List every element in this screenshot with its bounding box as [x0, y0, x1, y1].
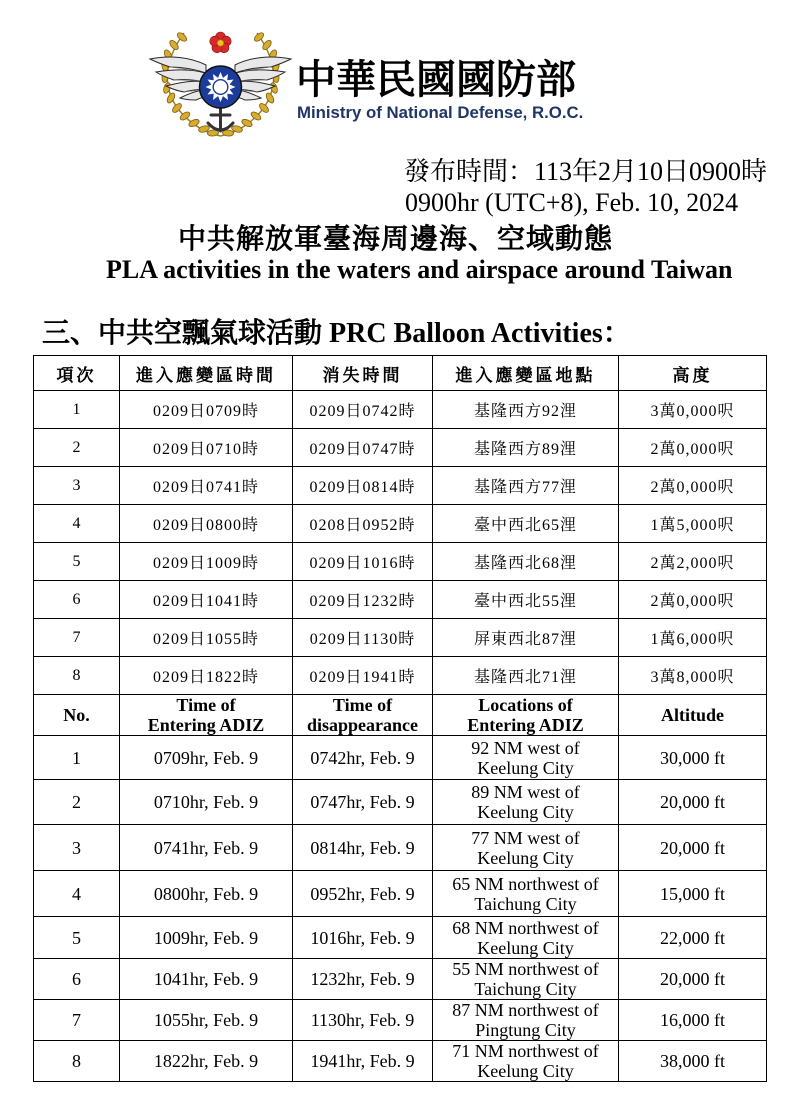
cell-disappear-time: 1232hr, Feb. 9 [293, 959, 433, 1000]
cell-location [433, 736, 619, 780]
zh-col-header-entry-time: 進入應變區時間 [120, 356, 293, 391]
cell-altitude: 2萬0,000呎 [619, 581, 767, 619]
cell-altitude: 2萬0,000呎 [619, 467, 767, 505]
cell-location: 基隆西方77浬 [433, 467, 619, 505]
cell-disappear-time: 0814hr, Feb. 9 [293, 825, 433, 871]
zh-col-header-no: 項次 [34, 356, 120, 391]
location-line: 71 NM northwest of [452, 1041, 599, 1061]
zh-table-row [34, 467, 767, 505]
wing-left-icon [150, 57, 207, 100]
location-line: 68 NM northwest of [452, 917, 599, 938]
cell-altitude: 22,000 ft [619, 917, 767, 959]
cell-no: 6 [34, 581, 120, 619]
location-line: Keelung City [477, 937, 574, 958]
en-header-row [34, 695, 767, 736]
blue-sky-white-sun-icon [200, 66, 242, 108]
cell-location [433, 780, 619, 825]
cell-disappear-time: 1130hr, Feb. 9 [293, 1000, 433, 1041]
cell-entry-time: 1822hr, Feb. 9 [120, 1041, 293, 1082]
cell-location [433, 1000, 619, 1041]
cell-disappear-time: 0209日1941時 [293, 657, 433, 695]
wing-right-icon [234, 57, 291, 100]
cell-no: 1 [34, 391, 120, 429]
location-line: Pingtung City [475, 1020, 576, 1040]
document-title-zh: 中共解放軍臺海周邊海、空域動態 [178, 224, 614, 255]
cell-disappear-time: 0209日1232時 [293, 581, 433, 619]
header-line: Locations of [478, 695, 573, 715]
zh-col-header-disappear-time: 消失時間 [293, 356, 433, 391]
cell-entry-time: 0209日1041時 [120, 581, 293, 619]
cell-entry-time: 1041hr, Feb. 9 [120, 959, 293, 1000]
cell-no: 7 [34, 619, 120, 657]
cell-location: 基隆西方92浬 [433, 391, 619, 429]
zh-col-header-location: 進入應變區地點 [433, 356, 619, 391]
cell-altitude: 20,000 ft [619, 959, 767, 1000]
zh-col-header-altitude: 高度 [619, 356, 767, 391]
header-line: Time of [332, 695, 393, 715]
location-line: 87 NM northwest of [452, 1000, 599, 1020]
zh-header-row [34, 356, 767, 391]
en-table-row [34, 1000, 767, 1041]
location-line: Keelung City [477, 1061, 574, 1081]
zh-table-row [34, 505, 767, 543]
cell-altitude: 2萬0,000呎 [619, 429, 767, 467]
en-col-header-altitude: Altitude [619, 695, 767, 736]
cell-disappear-time: 0742hr, Feb. 9 [293, 736, 433, 780]
cell-entry-time: 0209日0741時 [120, 467, 293, 505]
cell-location [433, 1041, 619, 1082]
cell-altitude: 16,000 ft [619, 1000, 767, 1041]
cell-altitude: 3萬0,000呎 [619, 391, 767, 429]
zh-table-row [34, 391, 767, 429]
en-col-header-entry-time [120, 695, 293, 736]
cell-location: 屏東西北87浬 [433, 619, 619, 657]
cell-entry-time: 0709hr, Feb. 9 [120, 736, 293, 780]
cell-no: 2 [34, 429, 120, 467]
cell-altitude: 1萬5,000呎 [619, 505, 767, 543]
cell-no: 3 [34, 825, 120, 871]
location-line: Keelung City [477, 757, 574, 778]
cell-no: 7 [34, 1000, 120, 1041]
cell-no: 4 [34, 505, 120, 543]
cell-entry-time: 1009hr, Feb. 9 [120, 917, 293, 959]
en-table-row [34, 736, 767, 780]
cell-entry-time: 0209日0709時 [120, 391, 293, 429]
cell-entry-time: 1055hr, Feb. 9 [120, 1000, 293, 1041]
cell-location: 臺中西北55浬 [433, 581, 619, 619]
org-name-en: Ministry of National Defense, R.O.C. [297, 103, 584, 122]
cell-no: 1 [34, 736, 120, 780]
cell-disappear-time: 0209日1130時 [293, 619, 433, 657]
cell-disappear-time: 0209日0742時 [293, 391, 433, 429]
section-heading: 三、中共空飄氣球活動 PRC Balloon Activities： [42, 318, 631, 349]
en-table-row [34, 780, 767, 825]
cell-disappear-time: 0208日0952時 [293, 505, 433, 543]
zh-table-row [34, 429, 767, 467]
zh-table-row [34, 581, 767, 619]
en-table-row [34, 825, 767, 871]
cell-no: 4 [34, 871, 120, 917]
location-line: 92 NM west of [471, 737, 580, 758]
location-line: 89 NM west of [471, 782, 580, 802]
cell-disappear-time: 0952hr, Feb. 9 [293, 871, 433, 917]
location-line: 65 NM northwest of [452, 873, 599, 894]
zh-table-row [34, 619, 767, 657]
en-table-row [34, 917, 767, 959]
cell-location: 基隆西方89浬 [433, 429, 619, 467]
cell-no: 2 [34, 780, 120, 825]
en-col-header-location [433, 695, 619, 736]
cell-location [433, 871, 619, 917]
cell-altitude: 20,000 ft [619, 780, 767, 825]
anchor-icon [208, 105, 233, 131]
header-line: Entering ADIZ [147, 715, 265, 735]
cell-entry-time: 0209日1055時 [120, 619, 293, 657]
cell-disappear-time: 0209日1016時 [293, 543, 433, 581]
zh-table-row [34, 657, 767, 695]
cell-no: 5 [34, 917, 120, 959]
cell-location: 臺中西北65浬 [433, 505, 619, 543]
location-line: 55 NM northwest of [452, 959, 599, 979]
cell-altitude: 2萬2,000呎 [619, 543, 767, 581]
location-line: Taichung City [474, 979, 577, 999]
cell-no: 5 [34, 543, 120, 581]
cell-entry-time: 0209日1009時 [120, 543, 293, 581]
cell-altitude: 1萬6,000呎 [619, 619, 767, 657]
plum-blossom-icon [210, 32, 231, 53]
cell-entry-time: 0741hr, Feb. 9 [120, 825, 293, 871]
cell-location: 基隆西北68浬 [433, 543, 619, 581]
cell-no: 3 [34, 467, 120, 505]
en-col-header-disappear-time [293, 695, 433, 736]
en-table-row [34, 1041, 767, 1082]
cell-location [433, 959, 619, 1000]
cell-entry-time: 0209日1822時 [120, 657, 293, 695]
cell-altitude: 38,000 ft [619, 1041, 767, 1082]
en-table-row [34, 871, 767, 917]
location-line: Keelung City [477, 802, 574, 822]
release-time-en: 0900hr (UTC+8), Feb. 10, 2024 [405, 188, 739, 217]
document-title-en: PLA activities in the waters and airspace around Taiwan [106, 255, 733, 284]
cell-entry-time: 0209日0800時 [120, 505, 293, 543]
header-line: Entering ADIZ [467, 715, 584, 735]
release-time-zh: 發布時間：113年2月10日0900時 [404, 157, 768, 186]
cell-altitude: 30,000 ft [619, 736, 767, 780]
cell-location: 基隆西北71浬 [433, 657, 619, 695]
location-line: Taichung City [474, 893, 577, 914]
cell-altitude: 3萬8,000呎 [619, 657, 767, 695]
cell-no: 6 [34, 959, 120, 1000]
ministry-emblem-logo [148, 25, 293, 137]
cell-location [433, 917, 619, 959]
location-line: Keelung City [477, 847, 574, 868]
en-table-row [34, 959, 767, 1000]
zh-table-row [34, 543, 767, 581]
cell-entry-time: 0710hr, Feb. 9 [120, 780, 293, 825]
cell-no: 8 [34, 657, 120, 695]
cell-altitude: 15,000 ft [619, 871, 767, 917]
cell-entry-time: 0209日0710時 [120, 429, 293, 467]
cell-disappear-time: 1016hr, Feb. 9 [293, 917, 433, 959]
cell-disappear-time: 0747hr, Feb. 9 [293, 780, 433, 825]
cell-entry-time: 0800hr, Feb. 9 [120, 871, 293, 917]
header-line: disappearance [306, 715, 418, 735]
cell-altitude: 20,000 ft [619, 825, 767, 871]
org-name-zh: 中華民國國防部 [296, 57, 576, 103]
cell-no: 8 [34, 1041, 120, 1082]
cell-location [433, 825, 619, 871]
en-col-header-no: No. [34, 695, 120, 736]
header-line: Time of [176, 695, 236, 715]
cell-disappear-time: 0209日0814時 [293, 467, 433, 505]
cell-disappear-time: 0209日0747時 [293, 429, 433, 467]
cell-disappear-time: 1941hr, Feb. 9 [293, 1041, 433, 1082]
location-line: 77 NM west of [471, 827, 580, 848]
balloon-activities-table [33, 355, 767, 1082]
